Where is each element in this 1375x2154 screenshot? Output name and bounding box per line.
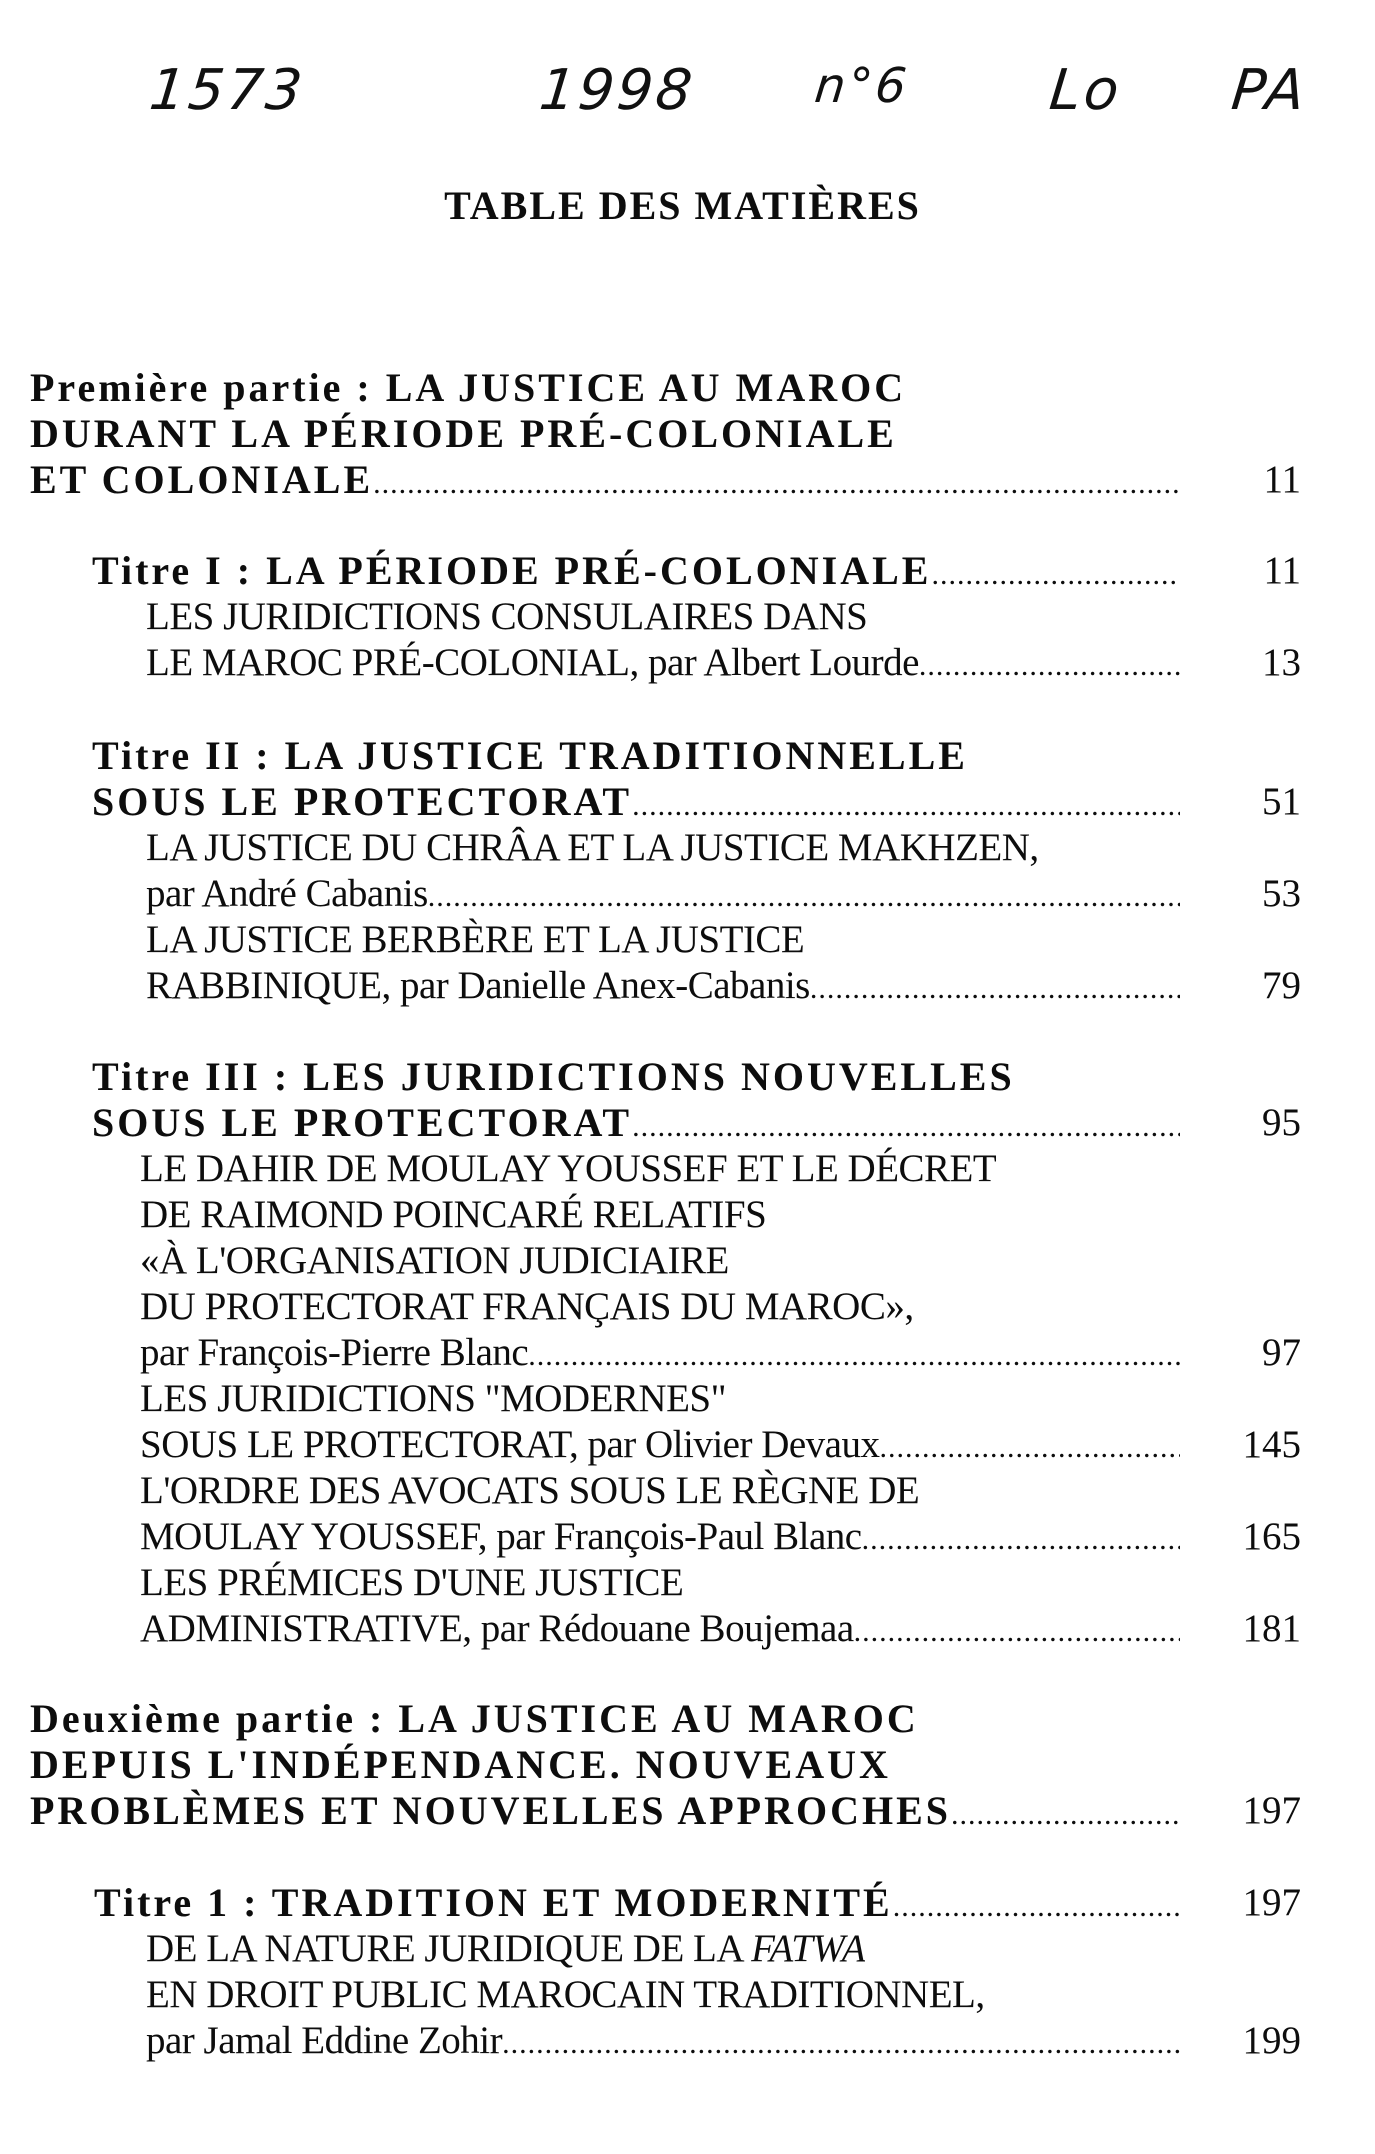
page-number: 165 [1242,1515,1301,1558]
article-line: MOULAY YOUSSEF, par François-Paul Blanc ..... [140,1514,1180,1560]
handwritten-note-3: n°6 [812,58,912,114]
page-number: 11 [1263,458,1301,501]
part-heading-line: PROBLÈMES ET NOUVELLES APPROCHES ..... [30,1788,1180,1834]
page-title: TABLE DES MATIÈRES [444,183,921,228]
part-heading-line: Deuxième partie : LA JUSTICE AU MAROC [30,1696,919,1741]
article-line: DE LA NATURE JURIDIQUE DE LA FATWA [146,1927,866,1970]
part-heading-line: Première partie : LA JUSTICE AU MAROC [30,365,907,410]
article-line: par André Cabanis ..... [146,871,1180,917]
handwritten-note-5: PA [1228,58,1311,123]
titre-heading-line: SOUS LE PROTECTORAT ..... [92,1100,1180,1146]
article-line: ADMINISTRATIVE, par Rédouane Boujemaa ..... [140,1606,1180,1652]
article-line: LA JUSTICE DU CHRÂA ET LA JUSTICE MAKHZEN, [146,826,1039,869]
page-number: 181 [1242,1607,1301,1650]
titre-heading-line: Titre I : LA PÉRIODE PRÉ-COLONIALE ..... [92,548,1180,594]
article-line: LES PRÉMICES D'UNE JUSTICE [140,1561,684,1604]
article-line: LE DAHIR DE MOULAY YOUSSEF ET LE DÉCRET [140,1147,997,1190]
article-line: par François-Pierre Blanc ..... [140,1330,1180,1376]
article-line: LES JURIDICTIONS "MODERNES" [140,1377,727,1420]
article-line: par Jamal Eddine Zohir ..... [146,2018,1180,2064]
part-heading-line: DURANT LA PÉRIODE PRÉ-COLONIALE [30,411,897,456]
page-number: 79 [1262,964,1301,1007]
page-number: 197 [1242,1789,1301,1832]
article-line: DE RAIMOND POINCARÉ RELATIFS [140,1193,767,1236]
handwritten-note-4: Lo [1046,58,1125,123]
article-line: LES JURIDICTIONS CONSULAIRES DANS [146,595,868,638]
page-number: 197 [1242,1881,1301,1924]
titre-heading-line: Titre III : LES JURIDICTIONS NOUVELLES [92,1054,1015,1099]
page-number: 11 [1263,549,1301,592]
page-number: 199 [1242,2019,1301,2062]
article-line: L'ORDRE DES AVOCATS SOUS LE RÈGNE DE [140,1469,920,1512]
article-line: LA JUSTICE BERBÈRE ET LA JUSTICE [146,918,805,961]
titre-heading-line: Titre 1 : TRADITION ET MODERNITÉ ..... [94,1880,1180,1926]
article-line: SOUS LE PROTECTORAT, par Olivier Devaux ..... [140,1422,1180,1468]
handwritten-note-2: 1998 [536,58,698,123]
page-number: 97 [1262,1331,1301,1374]
article-line: DU PROTECTORAT FRANÇAIS DU MAROC», [140,1285,914,1328]
article-line: LE MAROC PRÉ-COLONIAL, par Albert Lourde ..... [146,640,1180,686]
part-heading-line: DEPUIS L'INDÉPENDANCE. NOUVEAUX [30,1742,891,1787]
handwritten-note-1: 1573 [146,58,308,123]
article-line: «À L'ORGANISATION JUDICIAIRE [140,1239,729,1282]
page-number: 13 [1262,641,1301,684]
article-line: EN DROIT PUBLIC MAROCAIN TRADITIONNEL, [146,1973,985,2016]
page-number: 51 [1262,780,1301,823]
page-number: 53 [1262,872,1301,915]
article-line: RABBINIQUE, par Danielle Anex-Cabanis ..... [146,963,1180,1009]
fatwa-term: FATWA [751,1927,866,1970]
titre-heading-line: Titre II : LA JUSTICE TRADITIONNELLE [92,733,968,778]
part-heading-line: ET COLONIALE ..... [30,457,1180,503]
page-number: 145 [1242,1423,1301,1466]
titre-heading-line: SOUS LE PROTECTORAT ..... [92,779,1180,825]
page-number: 95 [1262,1101,1301,1144]
